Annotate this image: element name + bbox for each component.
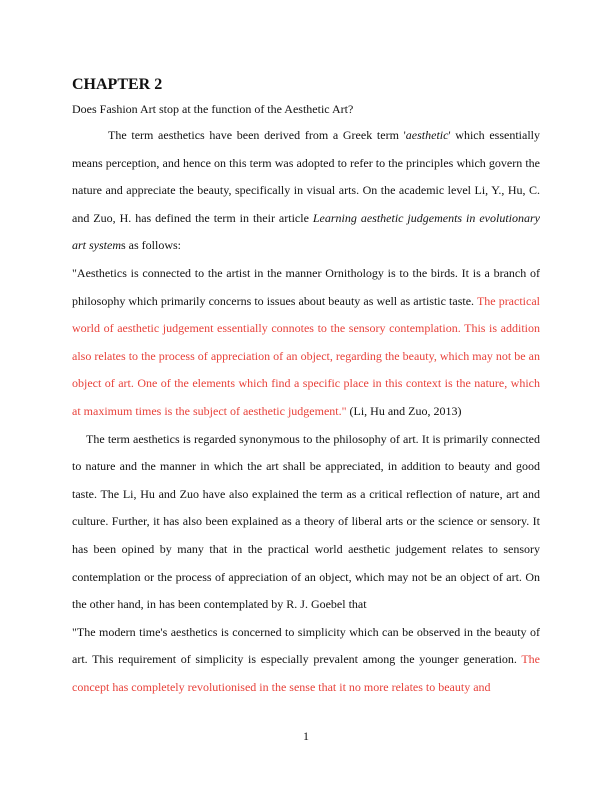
quote-paragraph-2 [72,619,540,702]
quote1-highlighted-text: The practical world of aesthetic judgement essentially connotes to the sensory contemplation. This is addition also relates to the process of appreciation of an object, regarding the beauty, which may not be an object of art. One of the elements which find a specific place in this context is the nature, which at maximum times is the subject of aesthetic judgement." [72,293,540,418]
page-number: 1 [303,729,309,743]
chapter-subtitle: Does Fashion Art stop at the function of the Aesthetic Art? [72,102,354,116]
quote-paragraph-1 [72,260,540,426]
intro-italic-term: aesthetic [405,128,449,142]
quote1-citation: (Li, Hu and Zuo, 2013) [346,403,462,418]
intro-text-3: s as follows: [121,238,181,253]
article-title: Learning aesthetic judgements in evolutionary art system [72,210,540,253]
intro-text-2: ' which essentially means perception, and hence on this term was adopted to refer to the principles which govern the nature and appreciate the beauty, specifically in visual arts. On the academic level Li, Y., Hu, C. and Zuo, H. has defined the term in their article [72,128,540,225]
intro-text-1: The term aesthetics have been derived from a Greek term ' [108,128,406,142]
body-paragraph-2: The term aesthetics is regarded synonymous to the philosophy of art. It is primarily connected to nature and the manner in which the art shall be appreciated, in addition to beauty and good taste. The Li, Hu and Zuo have also explained the term as a critical reflection of nature, art and culture. Further, it has also been explained as a theory of liberal arts or the science or sensory. It has been opined by many that in the practical world aesthetic judgement relates to sensory contemplation or the process of appreciation of an object, which may not be an object of art. On the other hand, in has been contemplated by R. J. Goebel that [72,431,540,612]
quote1-text: "Aesthetics is connected to the artist in the manner Ornithology is to the birds. It is a branch of philosophy which primarily concerns to issues about beauty as well as artistic taste. [72,265,540,308]
intro-paragraph [72,122,540,260]
page-content [72,75,540,701]
chapter-title: CHAPTER 2 [72,76,163,93]
quote2-highlighted-text: The concept has completely revolutionised in the sense that it no more relates to beauty and [72,652,540,694]
quote2-text: "The modern time's aesthetics is concerned to simplicity which can be observed in the beauty of art. This requirement of simplicity is especially prevalent among the younger generation. [72,624,540,667]
